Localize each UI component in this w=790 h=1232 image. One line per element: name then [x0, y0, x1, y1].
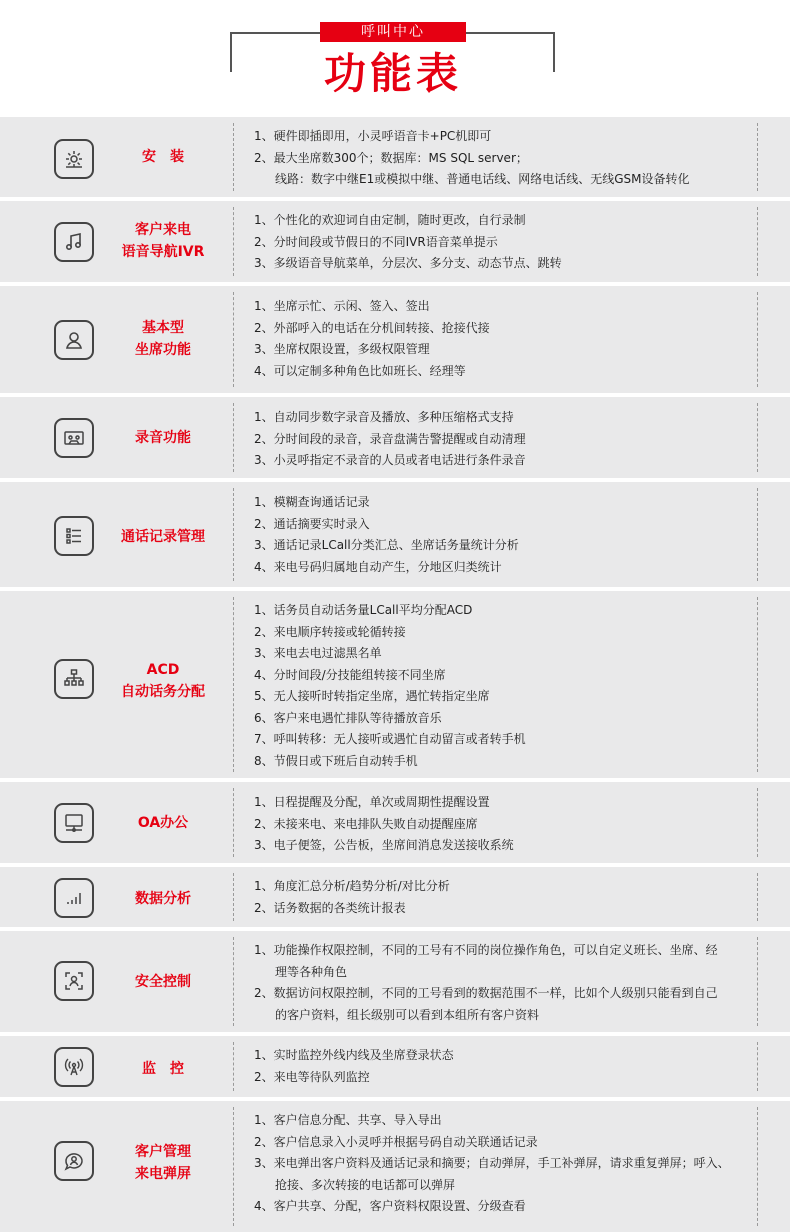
- feature-item: 1、坐席示忙、示闲、签入、签出: [254, 299, 430, 313]
- feature-item: 5、无人接听时转指定坐席，遇忙转指定坐席: [254, 689, 490, 703]
- feature-items: [254, 940, 750, 1026]
- feature-label-line: OA办公: [137, 815, 189, 831]
- feature-label-line: 安全控制: [135, 974, 191, 990]
- feature-label-line: 基本型: [142, 320, 184, 336]
- secure-user-icon: [54, 961, 94, 1001]
- feature-label: [108, 219, 218, 263]
- antenna-icon: [54, 1047, 94, 1087]
- divider: [233, 123, 234, 191]
- feature-label: [108, 317, 218, 361]
- feature-label: [108, 971, 218, 993]
- divider: [233, 1107, 234, 1226]
- feature-item: [254, 962, 750, 984]
- list-icon: [54, 516, 94, 556]
- feature-item: 3、电子便签，公告板，坐席间消息发送接收系统: [254, 838, 514, 852]
- divider: [233, 1042, 234, 1091]
- feature-label-line: 来电弹屏: [135, 1166, 191, 1182]
- feature-item: 3、坐席权限设置，多级权限管理: [254, 342, 430, 356]
- feature-label: [108, 888, 218, 910]
- feature-item: 2、通话摘要实时录入: [254, 516, 370, 531]
- feature-item: 1、个性化的欢迎词自由定制，随时更改，自行录制: [254, 213, 526, 227]
- feature-item: 1、实时监控外线内线及坐席登录状态: [254, 1048, 454, 1062]
- feature-items: [254, 296, 750, 382]
- org-chart-icon: [54, 659, 94, 699]
- feature-item: 1、角度汇总分析/趋势分析/对比分析: [254, 879, 450, 893]
- feature-item: 2、数据访问权限控制，不同的工号看到的数据范围不一样，比如个人级别只能看到自己: [254, 986, 718, 1000]
- divider: [757, 292, 758, 387]
- feature-label-line: 监 控: [142, 1061, 184, 1077]
- feature-item: 1、模糊查询通话记录: [254, 495, 370, 509]
- divider: [757, 937, 758, 1026]
- feature-item: 8、节假日或下班后自动转手机: [254, 753, 418, 768]
- divider: [233, 597, 234, 772]
- user-icon: [54, 320, 94, 360]
- feature-row-recording: [0, 397, 790, 478]
- feature-item: 4、可以定制多种角色比如班长、经理等: [254, 363, 466, 378]
- divider: [757, 1042, 758, 1091]
- page-title: 功能表: [290, 46, 496, 102]
- feature-item: [254, 169, 750, 191]
- divider: [757, 123, 758, 191]
- divider: [233, 292, 234, 387]
- feature-item: 1、硬件即插即用，小灵呼语音卡+PC机即可: [254, 129, 492, 143]
- feature-item-continuation: 理等各种角色: [275, 964, 348, 979]
- feature-label: [108, 659, 218, 703]
- monitor-icon: [54, 803, 94, 843]
- feature-item: 2、外部呼入的电话在分机间转接、抢接代接: [254, 320, 490, 335]
- divider: [757, 488, 758, 581]
- feature-label-line: 通话记录管理: [121, 529, 205, 545]
- feature-item: 3、通话记录LCall分类汇总、坐席话务量统计分析: [254, 538, 519, 552]
- feature-item: 2、最大坐席数300个；数据库：MS SQL server；: [254, 150, 528, 165]
- feature-label-line: 安 装: [142, 149, 184, 165]
- feature-label-line: ACD: [146, 662, 180, 678]
- feature-item: 1、功能操作权限控制，不同的工号有不同的岗位操作角色，可以自定义班长、坐席、经: [254, 943, 718, 957]
- feature-item: [254, 1175, 750, 1197]
- feature-item: 3、来电去电过滤黑名单: [254, 646, 382, 660]
- feature-item: 7、呼叫转移：无人接听或遇忙自动留言或者转手机: [254, 732, 526, 746]
- divider: [233, 788, 234, 857]
- bar-chart-icon: [54, 878, 94, 918]
- feature-item: 3、多级语音导航菜单，分层次、多分支、动态节点、跳转: [254, 256, 562, 270]
- feature-items: [254, 492, 750, 578]
- divider: [757, 207, 758, 276]
- feature-item: 3、小灵呼指定不录音的人员或者电话进行条件录音: [254, 453, 526, 467]
- feature-row-customer: [0, 1101, 790, 1232]
- divider: [757, 597, 758, 772]
- feature-item: 6、客户来电遇忙排队等待播放音乐: [254, 710, 442, 725]
- feature-row-call-records: [0, 482, 790, 587]
- feature-item: 2、未接来电、来电排队失败自动提醒座席: [254, 816, 478, 831]
- feature-item: 2、来电等待队列监控: [254, 1069, 370, 1084]
- feature-label-line: 数据分析: [135, 891, 191, 907]
- feature-item: 1、客户信息分配、共享、导入导出: [254, 1113, 442, 1127]
- divider: [233, 403, 234, 472]
- feature-item: 4、来电号码归属地自动产生，分地区归类统计: [254, 559, 502, 574]
- feature-label: [108, 427, 218, 449]
- feature-label-line: 录音功能: [135, 430, 191, 446]
- feature-items: [254, 126, 750, 191]
- divider: [757, 788, 758, 857]
- feature-label-line: 坐席功能: [135, 342, 191, 358]
- feature-items: [254, 876, 750, 919]
- divider: [233, 488, 234, 581]
- feature-label: [108, 1141, 218, 1185]
- feature-item: 2、分时间段或节假日的不同IVR语音菜单提示: [254, 234, 498, 249]
- feature-item: 1、日程提醒及分配，单次或周期性提醒设置: [254, 795, 490, 809]
- feature-label-line: 自动话务分配: [121, 684, 205, 700]
- feature-row-install: [0, 117, 790, 197]
- feature-label: [108, 146, 218, 168]
- feature-item: 1、话务员自动话务量LCall平均分配ACD: [254, 603, 473, 617]
- feature-row-basic-seat: [0, 286, 790, 393]
- divider: [757, 403, 758, 472]
- feature-items: [254, 600, 750, 772]
- feature-item: 4、客户共享、分配，客户资料权限设置、分级查看: [254, 1199, 526, 1213]
- feature-label-line: 客户管理: [135, 1144, 191, 1160]
- feature-item: 4、分时间段/分技能组转接不同坐席: [254, 667, 446, 682]
- feature-items: [254, 1045, 750, 1088]
- feature-item: 1、自动同步数字录音及播放、多种压缩格式支持: [254, 410, 514, 424]
- cassette-icon: [54, 418, 94, 458]
- feature-items: [254, 210, 750, 275]
- feature-items: [254, 1110, 750, 1218]
- feature-item-continuation: 的客户资料，组长级别可以看到本组所有客户资料: [275, 1007, 540, 1022]
- gear-icon: [54, 139, 94, 179]
- feature-item: 2、分时间段的录音，录音盘满告警提醒或自动清理: [254, 431, 526, 446]
- header-subtitle: 呼叫中心: [320, 22, 466, 42]
- feature-item: 2、来电顺序转接或轮循转接: [254, 624, 406, 639]
- feature-row-security: [0, 931, 790, 1032]
- feature-item: 3、来电弹出客户资料及通话记录和摘要；自动弹屏，手工补弹屏，请求重复弹屏；呼入、: [254, 1156, 730, 1170]
- divider: [757, 1107, 758, 1226]
- feature-label: [108, 812, 218, 834]
- divider: [233, 873, 234, 921]
- feature-item-continuation: 线路：数字中继E1或模拟中继、普通电话线、网络电话线、无线GSM设备转化: [275, 172, 690, 186]
- feature-item-continuation: 抢接、多次转接的电话都可以弹屏: [275, 1177, 456, 1192]
- feature-row-ivr: [0, 201, 790, 282]
- feature-label-line: 客户来电: [135, 222, 191, 238]
- feature-item: [254, 1005, 750, 1027]
- divider: [233, 207, 234, 276]
- divider: [233, 937, 234, 1026]
- feature-row-data-analysis: [0, 867, 790, 927]
- feature-row-monitoring: [0, 1036, 790, 1097]
- feature-row-acd: [0, 591, 790, 778]
- feature-item: 2、客户信息录入小灵呼并根据号码自动关联通话记录: [254, 1134, 538, 1149]
- feature-item: 2、话务数据的各类统计报表: [254, 900, 406, 915]
- page-header: [0, 0, 790, 117]
- feature-items: [254, 407, 750, 472]
- customer-icon: [54, 1141, 94, 1181]
- feature-items: [254, 792, 750, 857]
- feature-label: [108, 1058, 218, 1080]
- feature-label-line: 语音导航IVR: [121, 244, 205, 260]
- music-note-icon: [54, 222, 94, 262]
- divider: [757, 873, 758, 921]
- feature-label: [108, 526, 218, 548]
- feature-row-oa: [0, 782, 790, 863]
